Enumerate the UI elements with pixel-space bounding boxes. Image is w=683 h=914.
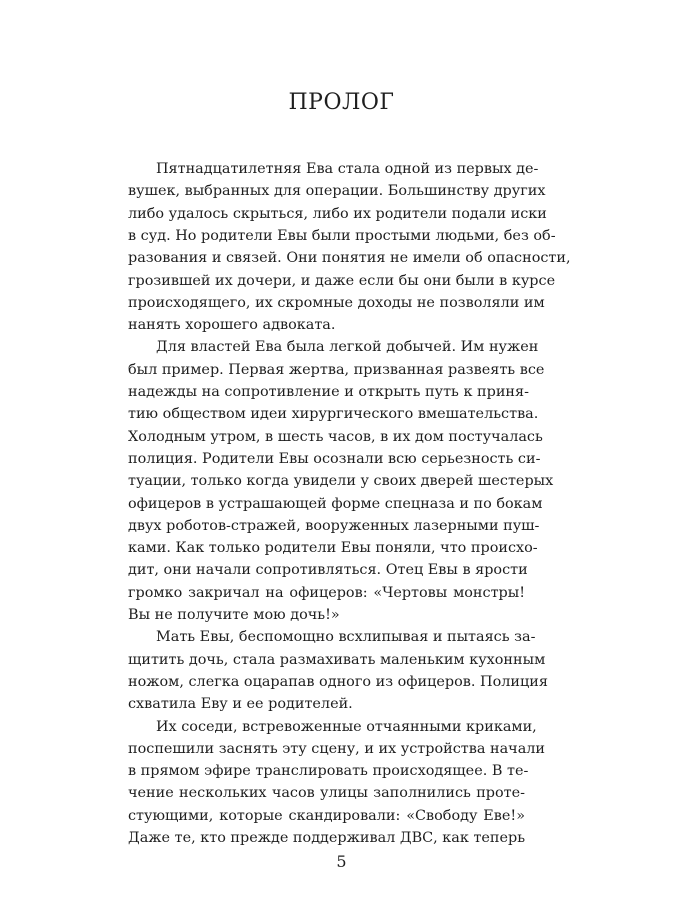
- text-line: в суд. Но родители Евы были простыми людьми, без об-: [128, 227, 556, 244]
- text-line: дит, они начали сопротивляться. Отец Евы в ярости: [128, 562, 528, 579]
- text-line: Мать Евы, беспомощно всхлипывая и пытаясь за-: [156, 629, 536, 646]
- text-line: вушек, выбранных для операции. Большинству других: [128, 183, 546, 200]
- text-line: стующими, которые скандировали: «Свободу Еве!»: [128, 807, 525, 824]
- text-line: щитить дочь, стала размахивать маленьким кухонным: [128, 651, 546, 668]
- text-line: Даже те, кто прежде поддерживал ДВС, как теперь: [128, 830, 526, 846]
- text-line: либо удалось скрыться, либо их родители подали иски: [128, 205, 547, 222]
- text-line: разования и связей. Они понятия не имели об опасности,: [128, 250, 571, 267]
- text-line: громко закричал на офицеров: «Чертовы монстры!: [128, 584, 525, 601]
- text-line: схватила Еву и ее родителей.: [128, 696, 353, 713]
- text-line: Их соседи, встревоженные отчаянными криками,: [156, 718, 537, 735]
- text-line: Вы не получите мою дочь!»: [128, 607, 340, 623]
- text-line: был пример. Первая жертва, призванная развеять все: [128, 361, 545, 378]
- text-line: двух роботов-стражей, вооруженных лазерными пуш-: [128, 517, 540, 534]
- text-line: грозившей их дочери, и даже если бы они были в курсе: [128, 272, 556, 289]
- text-line: тию обществом идеи хирургического вмешательства.: [128, 406, 539, 423]
- text-line: ками. Как только родители Евы поняли, что происхо-: [128, 540, 538, 557]
- text-line: Пятнадцатилетняя Ева стала одной из первых де-: [156, 161, 539, 177]
- text-line: ножом, слегка оцарапав одного из офицеров. Полиция: [128, 673, 548, 690]
- text-line: Холодным утром, в шесть часов, в их дом постучалась: [128, 428, 543, 445]
- text-line: происходящего, их скромные доходы не позволяли им: [128, 294, 545, 311]
- text-line: чение нескольких часов улицы заполнились проте-: [128, 785, 525, 802]
- text-line: офицеров в устрашающей форме спецназа и по бокам: [128, 495, 543, 512]
- chapter-title: ПРОЛОГ: [288, 90, 395, 115]
- text-line: Для властей Ева была легкой добычей. Им нужен: [156, 339, 539, 356]
- text-line: полиция. Родители Евы осознали всю серьезность си-: [128, 450, 541, 467]
- text-line: туации, только когда увидели у своих дверей шестерых: [128, 473, 554, 490]
- page-number: 5: [336, 852, 347, 871]
- text-line: надежды на сопротивление и открыть путь к приня-: [128, 384, 529, 400]
- text-line: в прямом эфире транслировать происходящее. В те-: [128, 763, 529, 780]
- text-line: поспешили заснять эту сцену, и их устройства начали: [128, 740, 546, 757]
- text-line: нанять хорошего адвоката.: [128, 317, 336, 334]
